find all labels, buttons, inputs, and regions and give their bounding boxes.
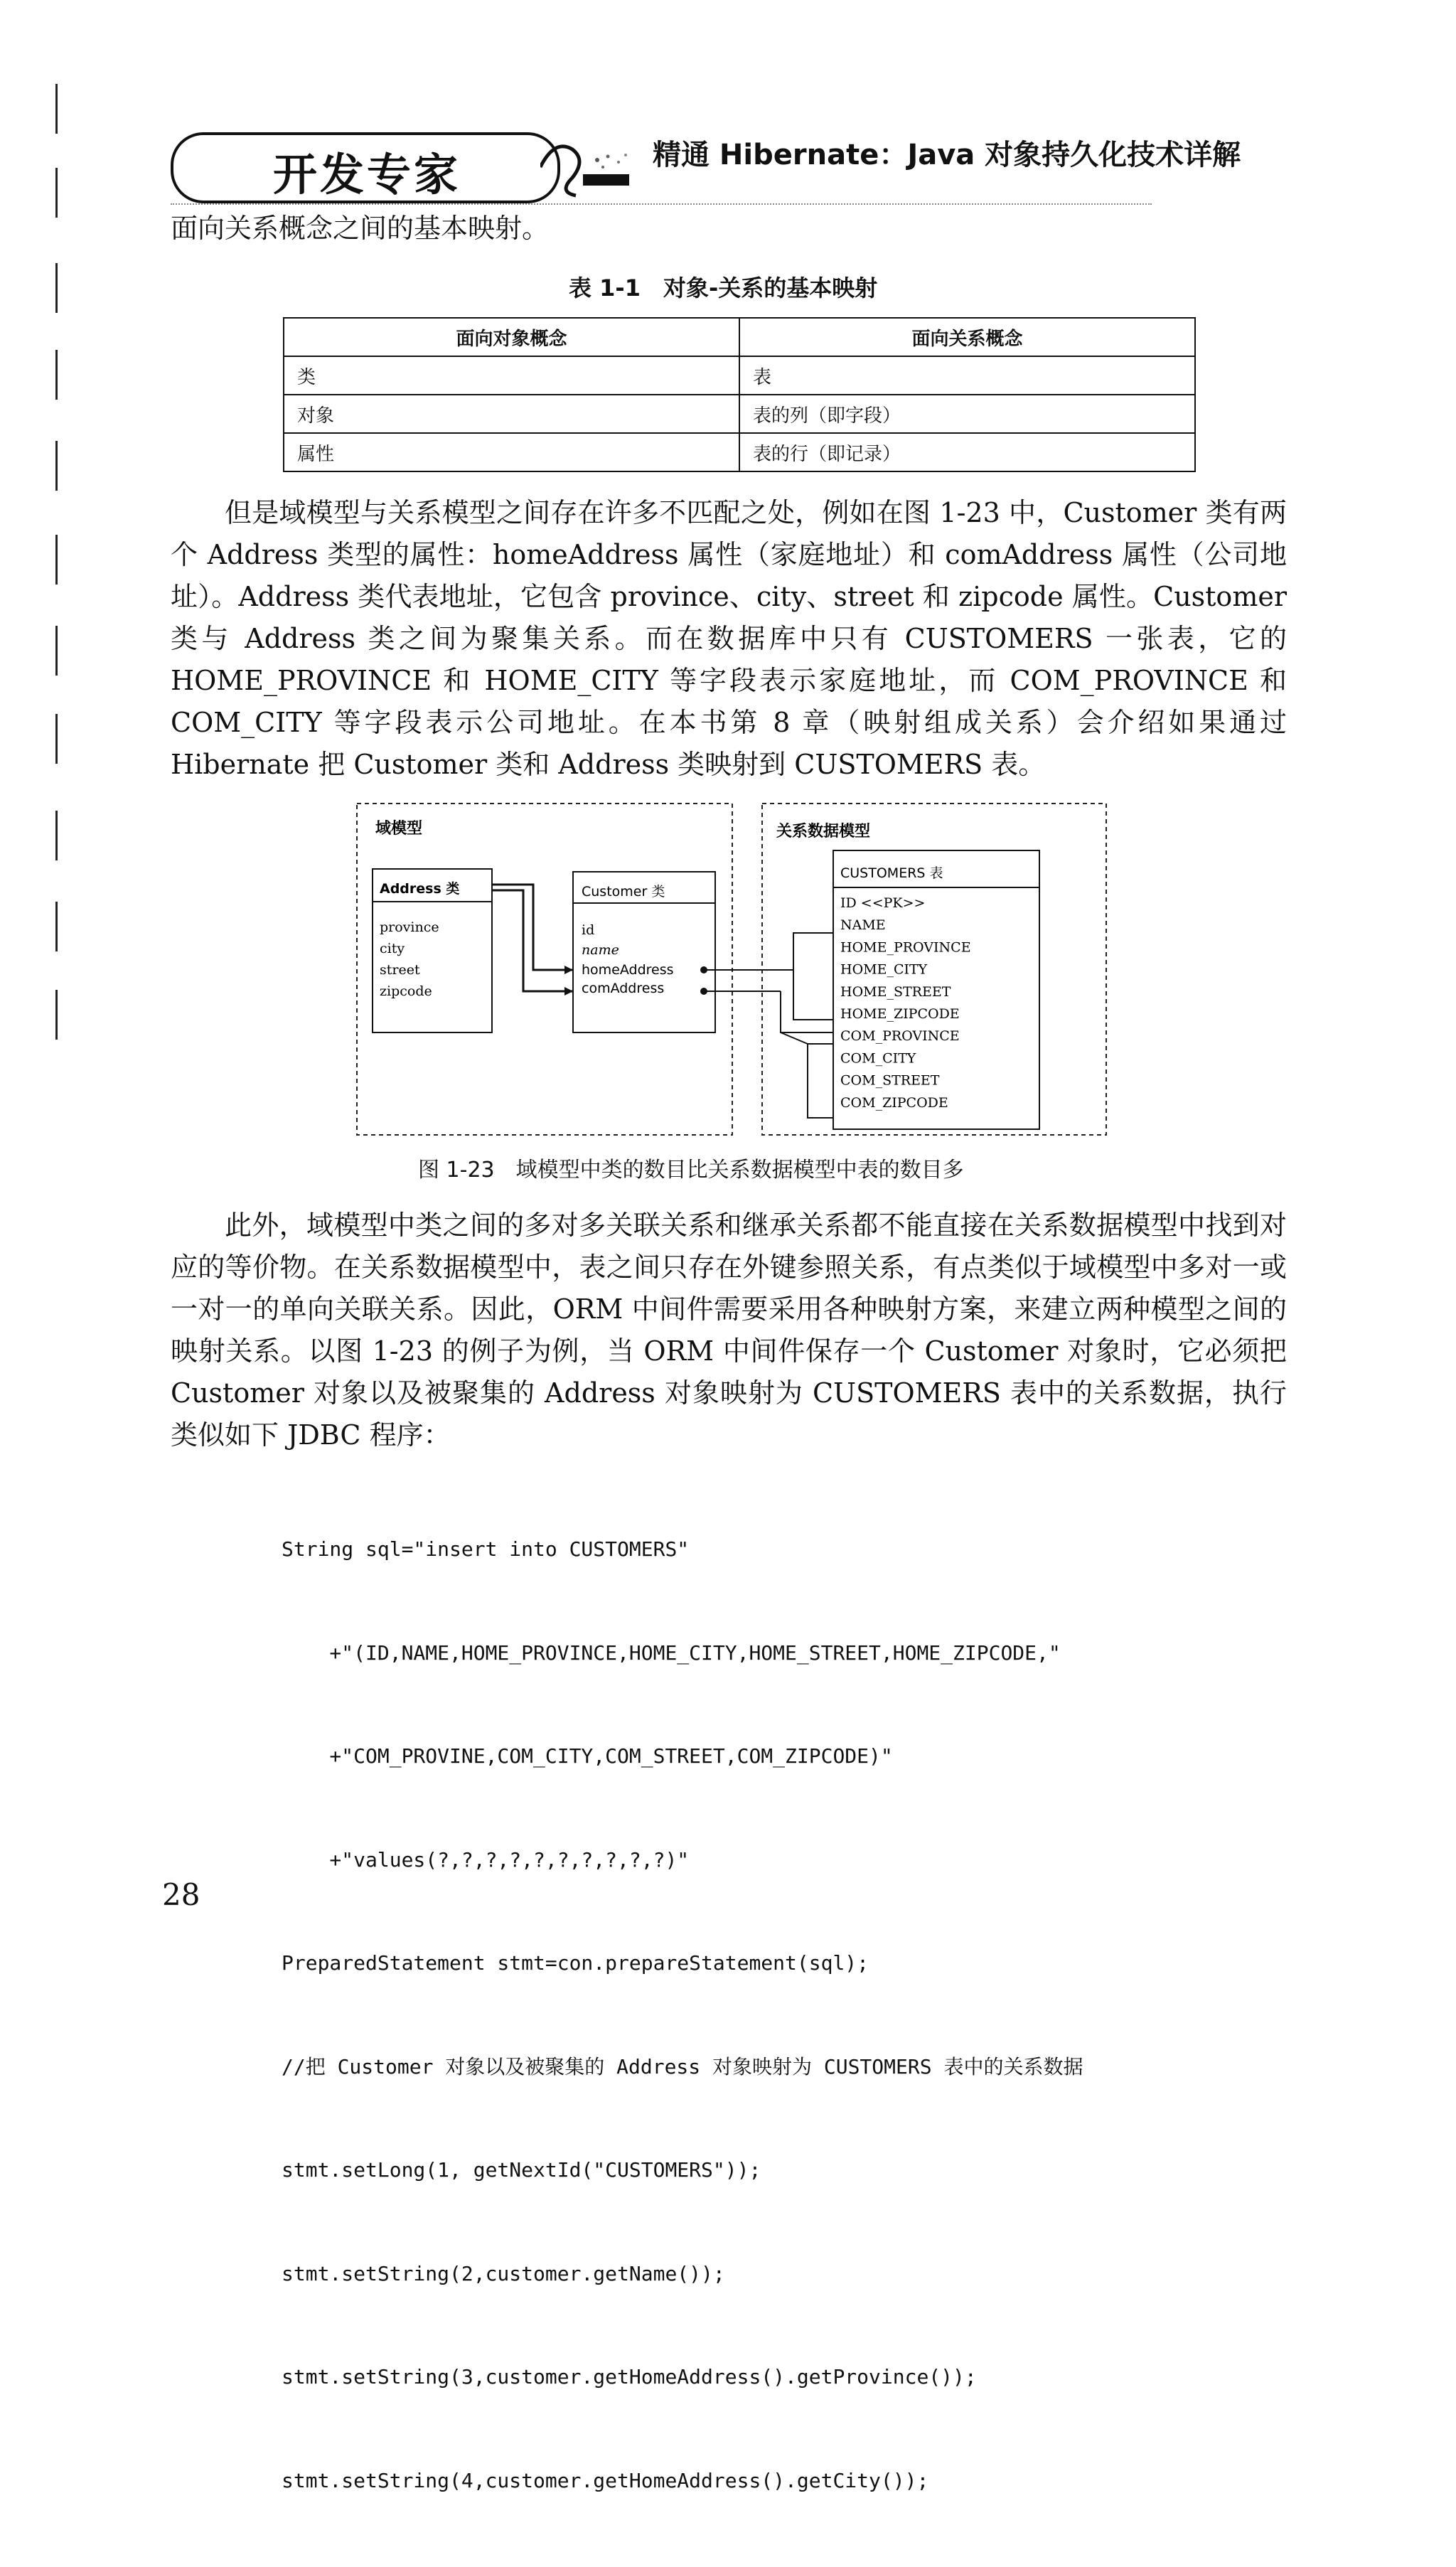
code-line: +"(ID,NAME,HOME_PROVINCE,HOME_CITY,HOME_STREET,HOME_ZIPCODE," <box>282 1640 1061 1665</box>
customer-field: homeAddress <box>582 962 674 978</box>
table-cell: 表 <box>739 356 1195 395</box>
page-number: 28 <box>162 1877 200 1912</box>
customers-column: ID <<PK>> <box>840 895 926 911</box>
customer-field: name <box>582 942 619 958</box>
code-line: +"values(?,?,?,?,?,?,?,?,?,?)" <box>282 1847 690 1872</box>
address-field: province <box>380 919 439 935</box>
paragraph-text: 此外，域模型中类之间的多对多关联关系和继承关系都不能直接在关系数据模型中找到对应的等价物。在关系数据模型中，表之间只存在外键参照关系，有点类似于域模型中多对一或一对一的单向关联关系。因此，ORM 中间件需要采用各种映射方案，来建立两种模型之间的映射关系。以图 1-23 的例子为例，当 ORM 中间件保存一个 Customer 对象时，它必须把 Customer 对象以及被聚集的 Address 对象映射为 CUSTOMERS 表中的关系数据，执行类似如下 JDBC 程序： <box>171 1210 1287 1451</box>
paragraph-text: 但是域模型与关系模型之间存在许多不匹配之处，例如在图 1-23 中，Customer 类有两个 Address 类型的属性：homeAddress 属性（家庭地址）和 comAddress 属性（公司地址）。Address 类代表地址，它包含 province、city、street 和 zipcode 属性。Customer 类与 Address 类之间为聚集关系。而在数据库中只有 CUSTOMERS 一张表，它的 HOME_PROVINCE 和 HOME_CITY 等字段表示家庭地址，而 COM_PROVINCE 和 COM_CITY 等字段表示公司地址。在本书第 8 章（映射组成关系）会介绍如果通过 Hibernate 把 Customer 类和 Address 类映射到 CUSTOMERS 表。 <box>171 497 1287 780</box>
margin-mark <box>55 168 58 218</box>
mapping-table <box>283 317 1196 472</box>
figure-caption: 图 1-23 域模型中类的数目比关系数据模型中表的数目多 <box>418 1158 964 1183</box>
customers-column: COM_ZIPCODE <box>840 1094 948 1111</box>
margin-mark <box>55 714 58 764</box>
domain-relational-figure <box>355 802 1109 1138</box>
code-line: stmt.setLong(1, getNextId("CUSTOMERS")); <box>282 2158 761 2182</box>
intro-line <box>171 208 1287 250</box>
customers-table-title: CUSTOMERS 表 <box>840 865 943 881</box>
com-bracket-link <box>781 1032 808 1044</box>
relational-panel-title: 关系数据模型 <box>776 823 871 840</box>
margin-mark <box>55 350 58 400</box>
margin-mark <box>55 902 58 951</box>
table-caption: 表 1-1 对象-关系的基本映射 <box>569 274 878 301</box>
body-paragraph <box>171 1205 1287 1456</box>
header-divider <box>171 203 1152 205</box>
table-row <box>284 356 1195 395</box>
intro-text: 面向关系概念之间的基本映射。 <box>171 213 550 244</box>
address-field: zipcode <box>380 983 432 999</box>
table-header-cell: 面向关系概念 <box>739 318 1195 356</box>
customer-field: id <box>582 922 595 938</box>
table-cell: 对象 <box>284 395 739 433</box>
code-line: stmt.setString(2,customer.getName()); <box>282 2261 725 2285</box>
table-row <box>284 433 1195 471</box>
customers-column: HOME_STREET <box>840 983 951 1000</box>
brand-badge <box>171 132 560 203</box>
customers-column: COM_PROVINCE <box>840 1028 960 1045</box>
home-columns-bracket <box>793 933 833 1020</box>
code-comment-line: //把 Customer 对象以及被聚集的 Address 对象映射为 CUSTOMERS 表中的关系数据 <box>282 2054 1083 2078</box>
margin-mark <box>55 626 58 676</box>
table-header-row <box>284 318 1195 356</box>
customers-column: COM_CITY <box>840 1050 916 1067</box>
com-columns-bracket-lower <box>808 1044 833 1118</box>
margin-mark <box>55 535 58 585</box>
customers-column: HOME_CITY <box>840 961 928 978</box>
margin-mark <box>55 263 58 313</box>
address-class-title: Address 类 <box>380 881 460 897</box>
margin-mark <box>55 811 58 860</box>
code-line: stmt.setString(3,customer.getHomeAddress().getProvince()); <box>282 2365 977 2389</box>
margin-mark <box>55 441 58 491</box>
customers-column: HOME_PROVINCE <box>840 939 971 956</box>
book-title: 精通 Hibernate：Java 对象持久化技术详解 <box>653 139 1241 171</box>
table-row <box>284 395 1195 433</box>
domain-panel-title: 域模型 <box>375 820 423 838</box>
code-line: String sql="insert into CUSTOMERS" <box>282 1537 690 1561</box>
table-cell: 表的行（即记录） <box>739 433 1195 471</box>
address-field: city <box>380 941 405 956</box>
code-line: PreparedStatement stmt=con.prepareStatement(sql); <box>282 1951 869 1975</box>
aggregation-connector <box>492 885 573 970</box>
customer-field: comAddress <box>582 981 665 996</box>
body-paragraph <box>171 492 1287 786</box>
table-header-cell: 面向对象概念 <box>284 318 739 356</box>
table-cell: 属性 <box>284 433 739 471</box>
customers-column: HOME_ZIPCODE <box>840 1006 960 1022</box>
customers-column: COM_STREET <box>840 1072 940 1089</box>
table-cell: 类 <box>284 356 739 395</box>
arrow-icon <box>564 987 573 996</box>
code-line: stmt.setString(4,customer.getHomeAddress().getCity()); <box>282 2468 929 2492</box>
table-cell: 表的列（即字段） <box>739 395 1195 433</box>
brand-label: 开发专家 <box>273 149 461 201</box>
code-line: +"COM_PROVINE,COM_CITY,COM_STREET,COM_ZIPCODE)" <box>282 1744 893 1768</box>
margin-mark <box>55 990 58 1040</box>
brand-swirl-icon <box>540 135 633 199</box>
arrow-icon <box>564 966 573 974</box>
customer-class-title: Customer 类 <box>582 884 665 900</box>
code-listing <box>282 1463 1083 2567</box>
margin-mark <box>55 84 58 134</box>
address-field: street <box>380 962 420 978</box>
com-columns-bracket <box>781 991 833 1032</box>
customers-column: NAME <box>840 917 886 934</box>
